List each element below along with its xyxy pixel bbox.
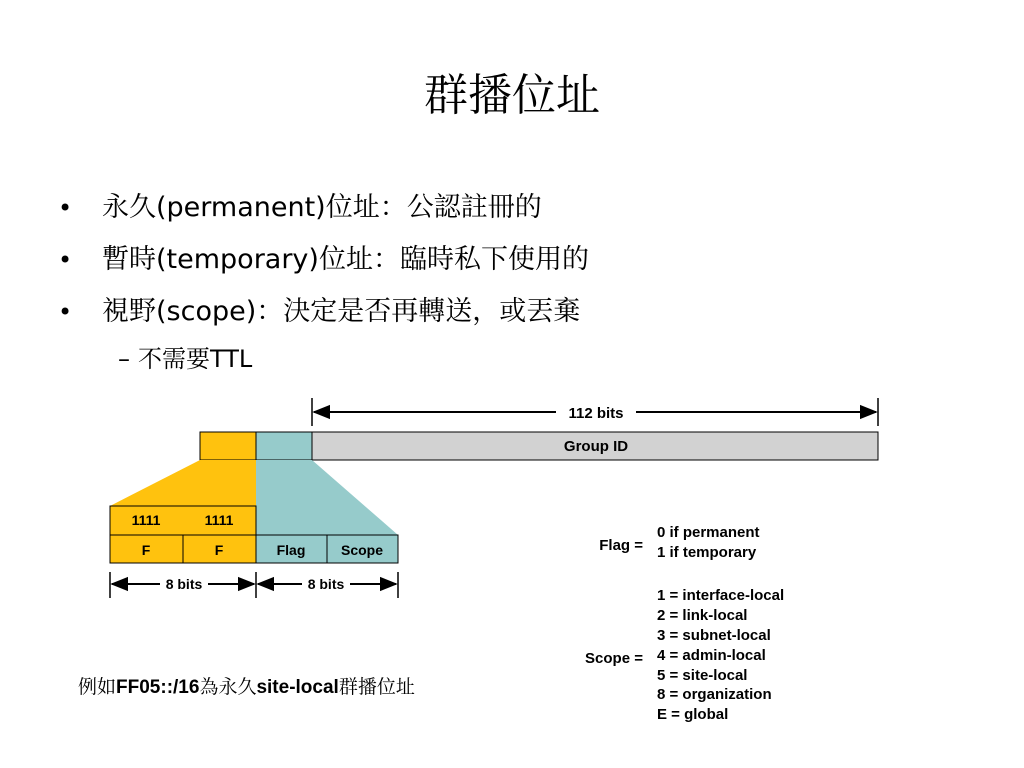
slide-title: 群播位址 xyxy=(424,70,600,121)
field-f-label: F xyxy=(214,542,224,558)
scope-value: 4 = admin-local xyxy=(657,647,766,664)
flag-value: 0 if permanent xyxy=(657,524,760,541)
field-f-label: F xyxy=(141,542,151,558)
caption-part: 為永久 xyxy=(199,677,257,698)
caption-part: site-local xyxy=(256,677,339,698)
bullet-text: 暫時(temporary)位址：臨時私下使用的 xyxy=(102,244,589,275)
flag-legend-label: Flag = xyxy=(599,537,643,554)
width-label-8: 8 bits xyxy=(307,576,345,592)
group-id-label: Group ID xyxy=(563,438,629,455)
prefix-bits-label: 1111 xyxy=(131,512,161,528)
width-label-8: 8 bits xyxy=(165,576,203,592)
scope-value: 2 = link-local xyxy=(657,607,748,624)
bullet-text: 視野(scope)：決定是否再轉送，或丟棄 xyxy=(102,296,581,327)
prefix-bits-label: 1111 xyxy=(204,512,234,528)
scope-value: 1 = interface-local xyxy=(657,587,785,604)
bullet-dot: • xyxy=(58,246,73,274)
sub-bullet-text: 不需要TTL xyxy=(138,345,253,373)
flag-scope-block xyxy=(256,432,312,460)
scope-value: E = global xyxy=(657,706,729,723)
bullet-dot: • xyxy=(58,298,73,326)
scope-value: 8 = organization xyxy=(657,686,772,703)
caption-part: 例如 xyxy=(78,677,117,698)
prefix-expansion xyxy=(110,460,256,506)
scope-value: 5 = site-local xyxy=(657,667,748,684)
scope-value: 3 = subnet-local xyxy=(657,627,771,644)
field-flag-label: Flag xyxy=(276,542,306,558)
example-caption xyxy=(78,675,415,701)
prefix-block xyxy=(200,432,256,460)
flag-scope-expansion xyxy=(256,460,398,535)
caption-part: FF05::/16 xyxy=(116,677,200,698)
bullet-dot: • xyxy=(58,194,73,222)
sub-bullet-dash: – xyxy=(118,345,130,373)
flag-value: 1 if temporary xyxy=(657,544,757,561)
bullet-text: 永久(permanent)位址：公認註冊的 xyxy=(102,192,542,223)
field-scope-label: Scope xyxy=(340,542,384,558)
width-label-112: 112 bits xyxy=(568,405,624,422)
scope-legend-label: Scope = xyxy=(585,650,643,667)
caption-part: 群播位址 xyxy=(338,677,415,698)
